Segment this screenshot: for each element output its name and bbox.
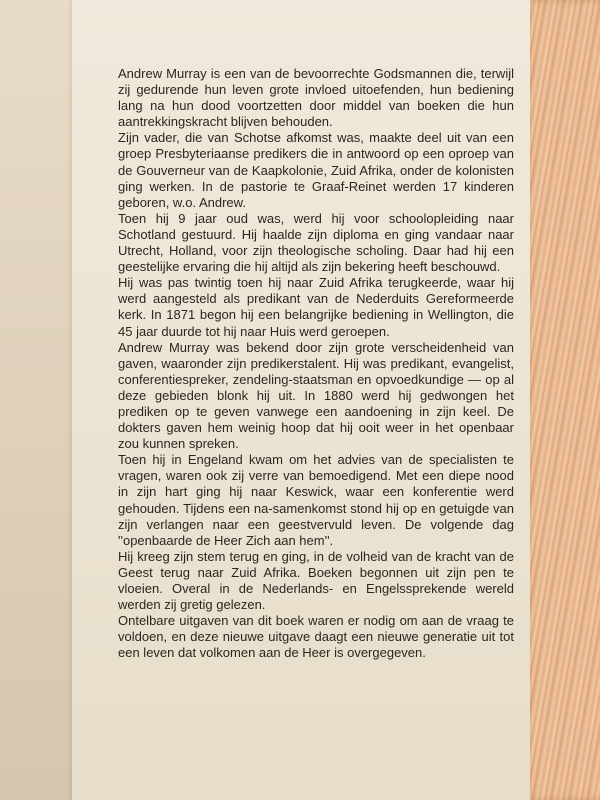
back-cover-text bbox=[118, 66, 514, 661]
paragraph: Toen hij in Engeland kwam om het advies van de specialisten te vragen, waren ook zij verre van bemoedigend. Met een diepe nood in zijn hart ging hij naar Keswick, waar een konferentie werd gehouden. Tijdens een na-samenkomst stond hij op en getuigde van zijn verlangen naar een geestvervuld leven. De volgende dag ''openbaarde de Heer Zich aan hem''. bbox=[118, 452, 514, 548]
paragraph: Zijn vader, die van Schotse afkomst was, maakte deel uit van een groep Presbyteriaanse predikers die in antwoord op een oproep van de Gouverneur van de Kaapkolonie, Zuid Afrika, onder de kolonisten ging werken. In de pastorie te Graaf-Reinet werden 17 kinderen geboren, w.o. Andrew. bbox=[118, 130, 514, 210]
paragraph: Andrew Murray is een van de bevoorrechte Godsmannen die, terwijl zij gedurende hun leven grote invloed uitoefenden, hun bediening lang na hun dood voortzetten door middel van boeken die hun aantrekkingskracht blijven behouden. bbox=[118, 66, 514, 130]
paragraph: Hij kreeg zijn stem terug en ging, in de volheid van de kracht van de Geest terug naar Zuid Afrika. Boeken begonnen uit zijn pen te vloeien. Overal in de Nederlands- en Engelssprekende wereld werden zij gretig gelezen. bbox=[118, 548, 514, 613]
paragraph: Ontelbare uitgaven van dit boek waren er nodig om aan de vraag te voldoen, en deze nieuwe uitgave daagt een nieuwe generatie uit tot een leven dat volkomen aan de Heer is overgegeven. bbox=[118, 613, 514, 661]
book-spine-wood bbox=[522, 0, 600, 800]
paragraph: Andrew Murray was bekend door zijn grote verscheidenheid van gaven, waaronder zijn predikerstalent. Hij was predikant, evangelist, conferentiespreker, zendeling-staatsman en opvoedkundige — op al deze gebieden blonk hij uit. In 1880 werd hij gedwongen het prediken op te geven vanwege een aandoening in zijn keel. De dokters gaven hem weinig hoop dat hij ooit weer in het openbaar zou kunnen spreken. bbox=[118, 339, 514, 452]
paragraph: Hij was pas twintig toen hij naar Zuid Afrika terugkeerde, waar hij werd aangesteld als predikant van de Nederduits Gereformeerde kerk. In 1871 begon hij een belangrijke bediening in Wellington, die 45 jaar duurde tot hij naar Huis werd geroepen. bbox=[118, 275, 514, 339]
paragraph: Toen hij 9 jaar oud was, werd hij voor schoolopleiding naar Schotland gestuurd. Hij haalde zijn diploma en ging vandaar naar Utrecht, Holland, voor zijn theologische scholing. Daar had hij een geestelijke ervaring die hij altijd als zijn bekering heeft beschouwd. bbox=[118, 210, 514, 275]
